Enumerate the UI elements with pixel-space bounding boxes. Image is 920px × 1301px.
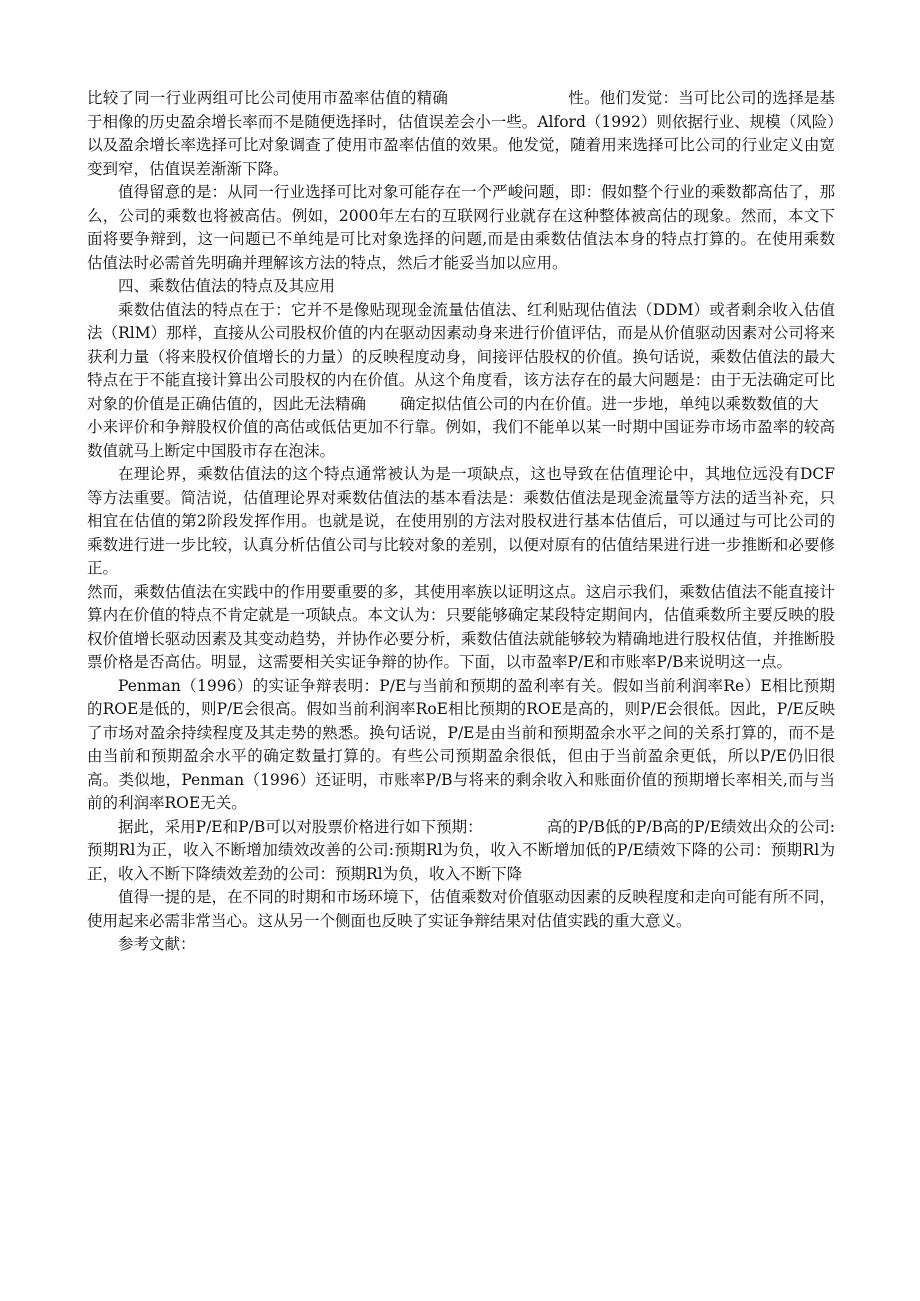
section-heading: 四、乘数估值法的特点及其应用 [118,277,336,295]
references-label: 参考文献： [118,935,196,953]
paragraph-text: 高的P/B低的P/B高的P/E绩效出众的公司:预期Rl为正，收入不断增加绩效改善的公司:预期Rl为负，收入不断增加低的P/E绩效下降的公司：预期Rl为正，收入不断下降绩效差劲的公司：预期Rl为负，收入不断下降 [87,817,836,883]
paragraph-text: 性。他们发觉：当可比公司的选择是基于相像的历史盈余增长率而不是随便选择时，估值误差会小一些。Alford（1992）则依据行业、规模（风险）以及盈余增长率选择可比对象调查了使用市盈率估值的效果。他发觉，随着用来选择可比公司的行业定义由宽变到窄，估值误差渐渐下降。 [87,89,835,178]
paragraph-text: 据此，采用P/E和P/B可以对股票价格进行如下预期： [118,817,483,836]
paragraph-text: 乘数估值法的特点在于：它并不是像贴现现金流量估值法、红利贴现估值法（DDM）或者剩余收入估值法（RlM）那样，直接从公司股权价值的内在驱动因素动身来进行价值评估，而是从价值驱动因素对公司将来获利力量（将来股权价值增长的力量）的反映程度动身，间接评估股权的价值。换句话说，乘数估值法的最大特点在于不能直接计算出公司股权的内在价值。从这个角度看，该方法存在的最大问题是：由于无法确定可比对象的价值是正确估值的，因此无法精确 [87,300,835,413]
paragraph-multiple-features [87,299,835,417]
paragraph-pe-pb-prediction [87,816,835,887]
paragraph-text: 比较了同一行业两组可比公司使用市盈率估值的精确 [87,89,449,107]
paragraph-conclusion: 值得一提的是，在不同的时期和市场环境下，估值乘数对价值驱动因素的反映程度和走向可能有所不同，使用起来必需非常当心。这从另一个侧面也反映了实证争辩结果对估值实践的重大意义。 [87,888,835,930]
paragraph-valuation-bubble: 小来评价和争辩股权价值的高估或低估更加不行靠。例如，我们不能单以某一时期中国证券市场市盈率的较高数值就马上断定中国股市存在泡沫。 [87,418,835,460]
paragraph-text: 确定拟估值公司的内在价值。进一步地，单纯以乘数数值的大 [400,394,819,413]
paragraph-industry-issue: 值得留意的是：从同一行业选择可比对象可能存在一个严峻问题，即：假如整个行业的乘数都高估了，那么，公司的乘数也将被高估。例如，2000年左右的互联网行业就存在这种整体被高估的现象。然而，本文下面将要争辩到，这一问题已不单纯是可比对象选择的问题,而是由乘数估值法本身的特点打算的。在使用乘数估值法时必需首先明确并理解该方法的特点，然后才能妥当加以应用。 [87,183,835,272]
paragraph-theory-view: 在理论界，乘数估值法的这个特点通常被认为是一项缺点，这也导致在估值理论中，其地位远没有DCF等方法重要。简洁说，估值理论界对乘数估值法的基本看法是：乘数估值法是现金流量等方法的适当补充，只相宜在估值的第2阶段发挥作用。也就是说，在使用别的方法对股权进行基本估值后，可以通过与可比公司的乘数进行进一步比较，认真分析估值公司与比较对象的差别，以便对原有的估值结果进行进一步推断和必要修正。 [87,465,835,577]
document-body [87,87,835,957]
paragraph-penman-research: Penman（1996）的实证争辩表明：P/E与当前和预期的盈利率有关。假如当前利润率Re）E相比预期的ROE是低的，则P/E会很高。假如当前利润率RoE相比预期的ROE是高的，则P/E会很低。因此，P/E反映了市场对盈余持续程度及其走势的熟悉。换句话说，P/E是由当前和预期盈余水平之间的关系打算的，而不是由当前和预期盈余水平的确定数量打算的。有些公司预期盈余很低，但由于当前盈余更低，所以P/E仍旧很高。类似地，Penman（1996）还证明，市账率P/B与将来的剩余收入和账面价值的预期增长率相关,而与当前的利润率ROE无关。 [87,676,835,812]
paragraph-comparable-firms [87,87,835,181]
paragraph-practice-view: 然而，乘数估值法在实践中的作用要重要的多，其使用率族以证明这点。这启示我们，乘数估值法不能直接计算内在价值的特点不肯定就是一项缺点。本文认为：只要能够确定某段特定期间内，估值乘数所主要反映的股权价值增长驱动因素及其变动趋势，并协作必要分析，乘数估值法就能够较为精确地进行股权估值，并推断股票价格是否高估。明显，这需要相关实证争辩的协作。下面，以市盈率P/E和市账率P/B来说明这一点。 [87,582,835,671]
